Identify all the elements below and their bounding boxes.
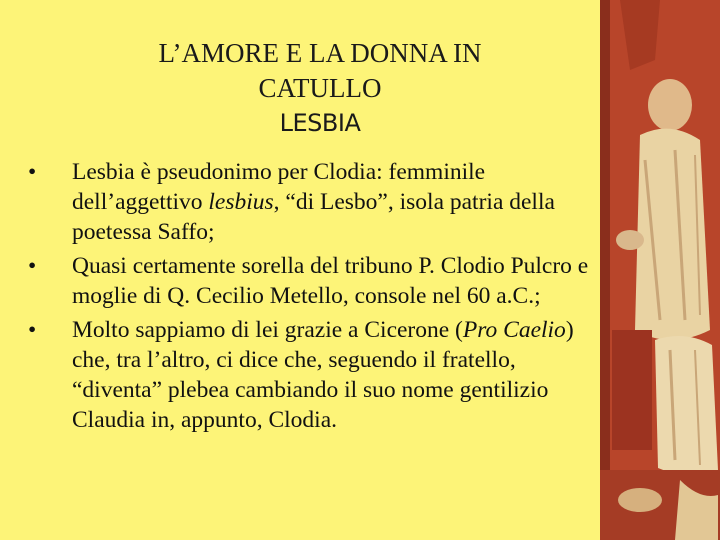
bullet-emphasis: lesbius: [208, 189, 274, 215]
fresco-image: [600, 0, 720, 540]
bullet-text: , “di Lesbo”, isola patria della poetessa Saffo;: [72, 189, 555, 245]
bullet-list: [28, 157, 600, 439]
bullet-text: Quasi certamente sorella del tribuno P. Clodio Pulcro e moglie di Q. Cecilio Metello, console nel 60 a.C.;: [72, 253, 589, 309]
bullet-text: Lesbia è pseudonimo per Clodia: femminile dell’aggettivo: [72, 159, 486, 215]
title-line-2: CATULLO: [258, 73, 382, 103]
bullet-icon: •: [28, 317, 37, 343]
bullet-text: Molto sappiamo di lei grazie a Cicerone (: [72, 317, 463, 343]
bullet-icon: •: [28, 253, 37, 279]
title-line-1: L’AMORE E LA DONNA IN: [158, 38, 482, 68]
fresco-painting: [600, 0, 720, 540]
bullet-item: [28, 315, 600, 435]
bullet-item: [28, 251, 600, 311]
bullet-icon: •: [28, 159, 37, 185]
slide-title: [20, 36, 620, 141]
bullet-emphasis: Pro Caelio: [462, 317, 566, 343]
slide-subtitle: LESBIA: [279, 109, 361, 137]
bullet-text: ) che, tra l’altro, ci dice che, seguendo il fratello, “diventa” plebea cambiando il suo nome gentilizio Claudia in, appunto, Clodia.: [72, 317, 574, 433]
bullet-item: [28, 157, 600, 247]
